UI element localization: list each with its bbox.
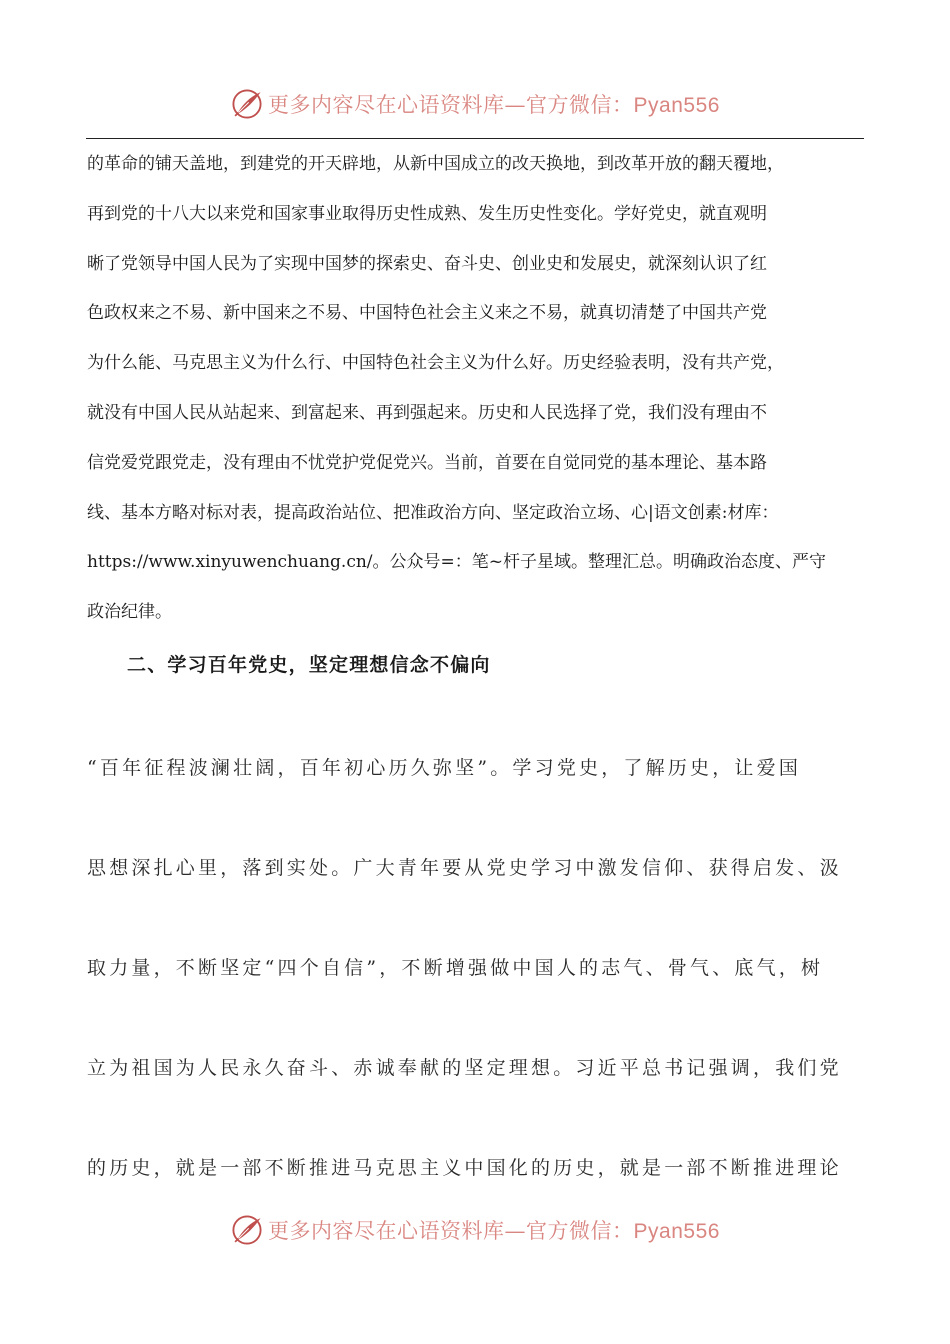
section-line: “百年征程波澜壮阔，百年初心历久弥坚”。学习党史，了解历史，让爱国 (87, 757, 802, 779)
watermark-text: 更多内容尽在心语资料库—官方微信：Pyan556 (268, 1219, 720, 1243)
footer-watermark (0, 1210, 950, 1250)
watermark-text: 更多内容尽在心语资料库—官方微信：Pyan556 (268, 93, 720, 117)
paragraph-line: 线、基本方略对标对表，提高政治站位、把准政治方向、坚定政治立场、心|语文创素:材库： (87, 502, 779, 523)
section-heading: 二、学习百年党史，坚定理想信念不偏向 (127, 654, 491, 676)
paragraph-line: 为什么能、马克思主义为什么行、中国特色社会主义为什么好。历史经验表明，没有共产党， (87, 353, 784, 374)
body-paragraph (87, 140, 879, 638)
section-paragraph (87, 718, 887, 1218)
paragraph-line: 信党爱党跟党走，没有理由不忧党护党促党兴。当前，首要在自觉同党的基本理论、基本路 (87, 452, 767, 473)
wechat-id: Pyan556 (633, 94, 720, 117)
quill-pen-logo-icon (230, 1213, 264, 1247)
header-divider (86, 138, 864, 139)
wechat-id: Pyan556 (633, 1220, 720, 1243)
section-line: 立为祖国为人民永久奋斗、赤诚奉献的坚定理想。习近平总书记强调，我们党 (87, 1057, 842, 1079)
paragraph-line: 的革命的铺天盖地，到建党的开天辟地，从新中国成立的改天换地，到改革开放的翻天覆地， (87, 154, 784, 174)
section-line: 取力量，不断坚定“四个自信”，不断增强做中国人的志气、骨气、底气，树 (87, 957, 824, 979)
header-watermark (0, 84, 950, 124)
paragraph-line: https://www.xinyuwenchuang.cn/。公众号=：笔~杆子星域。整理汇总。明确政治态度、严守 (87, 552, 827, 573)
paragraph-line: 晰了党领导中国人民为了实现中国梦的探索史、奋斗史、创业史和发展史，就深刻认识了红 (87, 253, 767, 274)
paragraph-line: 政治纪律。 (87, 602, 172, 623)
paragraph-line: 就没有中国人民从站起来、到富起来、再到强起来。历史和人民选择了党，我们没有理由不 (87, 402, 767, 423)
paragraph-line: 色政权来之不易、新中国来之不易、中国特色社会主义来之不易，就真切清楚了中国共产党 (87, 303, 767, 324)
section-line: 思想深扎心里，落到实处。广大青年要从党史学习中激发信仰、获得启发、汲 (87, 857, 842, 879)
quill-pen-logo-icon (230, 87, 264, 121)
section-line: 的历史，就是一部不断推进马克思主义中国化的历史，就是一部不断推进理论 (87, 1157, 842, 1179)
paragraph-line: 再到党的十八大以来党和国家事业取得历史性成熟、发生历史性变化。学好党史，就直观明 (87, 203, 767, 224)
